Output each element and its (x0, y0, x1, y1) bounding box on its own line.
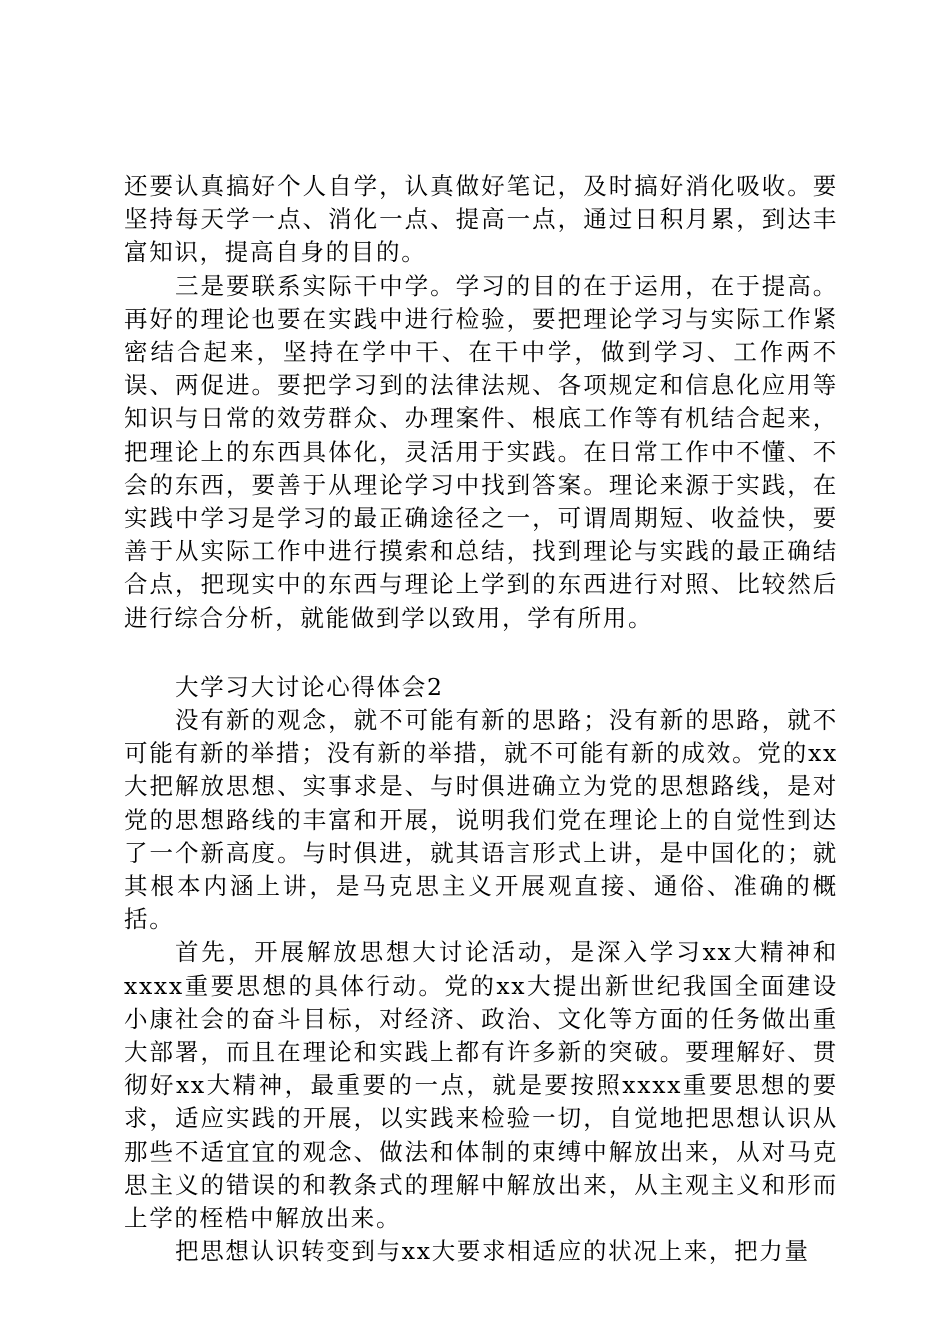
paragraph-practice: 三是要联系实际干中学。学习的目的在于运用，在于提高。再好的理论也要在实践中进行检验，要把理论学习与实际工作紧密结合起来，坚持在学中干、在干中学，做到学习、工作两不误、两促进。要把学习到的法律法规、各项规定和信息化应用等知识与日常的效劳群众、办理案件、根底工作等有机结合起来，把理论上的东西具体化，灵活用于实践。在日常工作中不懂、不会的东西，要善于从理论学习中找到答案。理论来源于实践，在实践中学习是学习的最正确途径之一，可谓周期短、收益快，要善于从实际工作中进行摸索和总结，找到理论与实践的最正确结合点，把现实中的东西与理论上学到的东西进行对照、比较然后进行综合分析，就能做到学以致用，学有所用。 (124, 271, 838, 632)
section-title: 大学习大讨论心得体会2 (175, 672, 444, 701)
paragraph-transform: 把思想认识转变到与xx大要求相适应的状况上来，把力量 (175, 1237, 810, 1266)
paragraph-new-ideas: 没有新的观念，就不可能有新的思路；没有新的思路，就不可能有新的举措；没有新的举措，就不可能有新的成效。党的xx大把解放思想、实事求是、与时俱进确立为党的思想路线，是对党的思想路线的丰富和开展，说明我们党在理论上的自觉性到达了一个新高度。与时俱进，就其语言形式上讲，是中国化的；就其根本内涵上讲，是马克思主义开展观直接、通俗、准确的概括。 (124, 706, 838, 934)
paragraph-first: 首先，开展解放思想大讨论活动，是深入学习xx大精神和xxxx重要思想的具体行动。党的xx大提出新世纪我国全面建设小康社会的奋斗目标，对经济、政治、文化等方面的任务做出重大部署，而且在理论和实践上都有许多新的突破。要理解好、贯彻好xx大精神，最重要的一点，就是要按照xxxx重要思想的要求，适应实践的开展，以实践来检验一切，自觉地把思想认识从那些不适宜宜的观念、做法和体制的束缚中解放出来，从对马克思主义的错误的和教条式的理解中解放出来，从主观主义和形而上学的桎梏中解放出来。 (124, 938, 838, 1233)
paragraph-self-study: 还要认真搞好个人自学，认真做好笔记，及时搞好消化吸收。要坚持每天学一点、消化一点、提高一点，通过日积月累，到达丰富知识，提高自身的目的。 (124, 172, 838, 267)
